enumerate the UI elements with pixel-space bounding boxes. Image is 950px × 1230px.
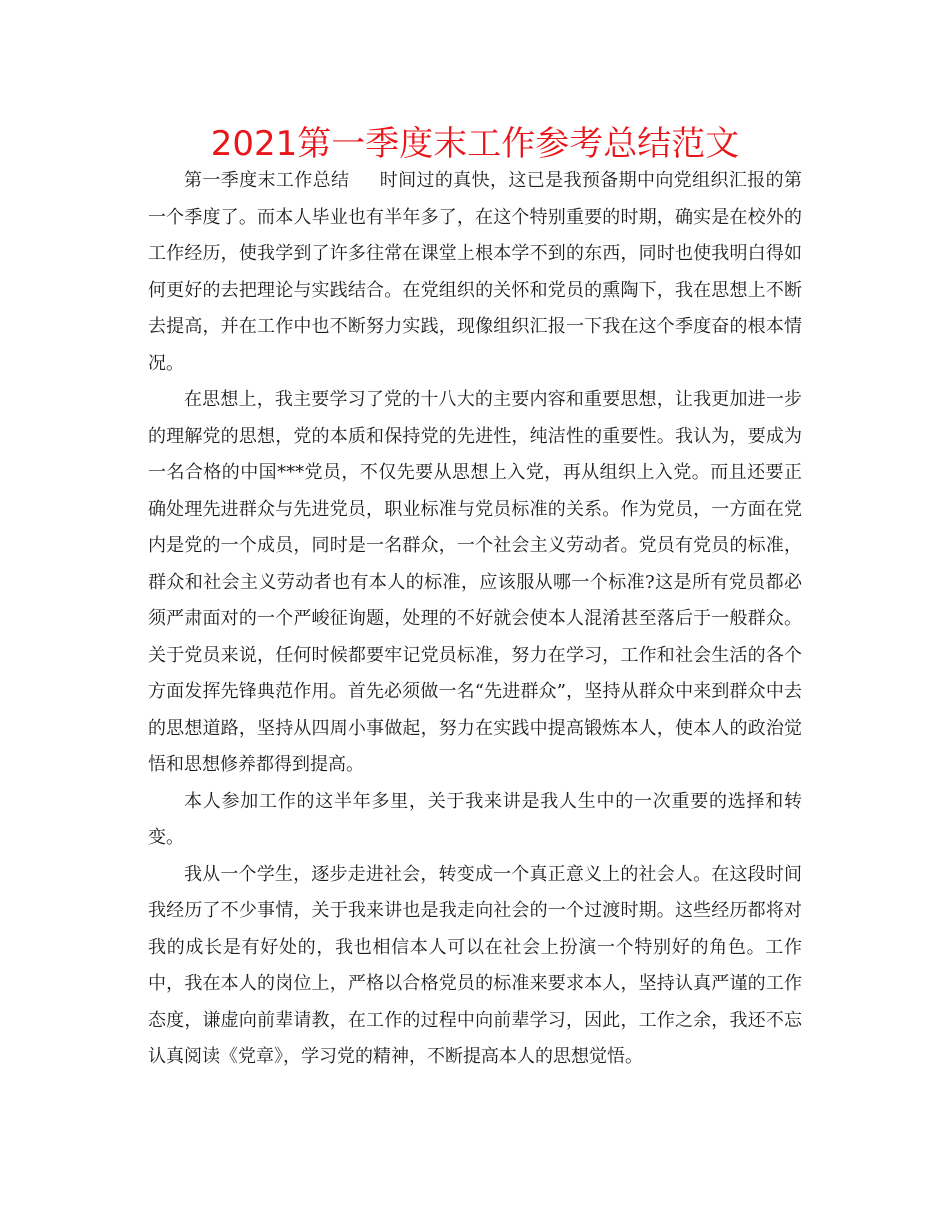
- paragraph-1: [148, 163, 802, 382]
- document-body: [148, 163, 802, 1076]
- paragraph-2: 在思想上，我主要学习了党的十八大的主要内容和重要思想，让我更加进一步的理解党的思想，党的本质和保持党的先进性，纯洁性的重要性。我认为，要成为一名合格的中国***党员，不仅先要从思想上入党，再从组织上入党。而且还要正确处理先进群众与先进党员，职业标准与党员标准的关系。作为党员，一方面在党内是党的一个成员，同时是一名群众，一个社会主义劳动者。党员有党员的标准，群众和社会主义劳动者也有本人的标准，应该服从哪一个标准?这是所有党员都必须严肃面对的一个严峻征询题，处理的不好就会使本人混淆甚至落后于一般群众。关于党员来说，任何时候都要牢记党员标准，努力在学习，工作和社会生活的各个方面发挥先锋典范作用。首先必须做一名“先进群众”，坚持从群众中来到群众中去的思想道路，坚持从四周小事做起，努力在实践中提高锻炼本人，使本人的政治觉悟和思想修养都得到提高。: [148, 389, 802, 775]
- document-title: 2021第一季度末工作参考总结范文: [210, 124, 740, 164]
- intro-heading: 第一季度末工作总结: [184, 170, 350, 191]
- paragraph-4: 我从一个学生，逐步走进社会，转变成一个真正意义上的社会人。在这段时间我经历了不少事情，关于我来讲也是我走向社会的一个过渡时期。这些经历都将对我的成长是有好处的，我也相信本人可以在社会上扮演一个特别好的角色。工作中，我在本人的岗位上，严格以合格党员的标准来要求本人，坚持认真严谨的工作态度，谦虚向前辈请教，在工作的过程中向前辈学习，因此，工作之余，我还不忘认真阅读《党章》，学习党的精神，不断提高本人的思想觉悟。: [148, 863, 802, 1067]
- paragraph-3: 本人参加工作的这半年多里，关于我来讲是我人生中的一次重要的选择和转变。: [148, 790, 802, 848]
- paragraph-1-text: 时间过的真快，这已是我预备期中向党组织汇报的第一个季度了。而本人毕业也有半年多了，在这个特别重要的时期，确实是在校外的工作经历，使我学到了许多往常在课堂上根本学不到的东西，同时也使我明白得如何更好的去把理论与实践结合。在党组织的关怀和党员的熏陶下，我在思想上不断去提高，并在工作中也不断努力实践，现像组织汇报一下我在这个季度奋的根本情况。: [148, 170, 802, 374]
